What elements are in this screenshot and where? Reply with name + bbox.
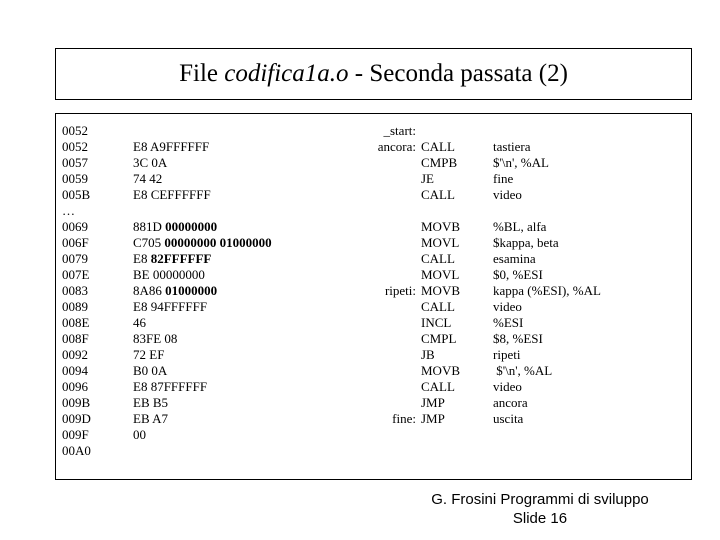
machine-code-normal-part: E8 94FFFFFF: [133, 299, 208, 314]
address-cell: 0059: [62, 171, 88, 186]
operand-cell: $'\n', %AL: [493, 155, 549, 170]
address-cell: 0089: [62, 299, 88, 314]
operand-cell: kappa (%ESI), %AL: [493, 283, 601, 298]
opcode-cell: JE: [421, 171, 434, 186]
machine-code-bold-part: 01000000: [165, 283, 218, 298]
title-filename: codifica1a.o: [224, 60, 349, 87]
machine-code-cell: [133, 139, 272, 155]
footer-author-course: G. Frosini Programmi di sviluppo: [431, 491, 649, 508]
address-cell: …: [62, 203, 75, 218]
label-cell: ancora:: [377, 139, 416, 154]
address-cell: 005B: [62, 187, 91, 202]
address-cell: 0052: [62, 123, 88, 138]
machine-code-normal-part: 3C 0A: [133, 155, 168, 170]
machine-code-cell: [133, 283, 272, 299]
label-cell: [326, 331, 416, 347]
label-cell: [326, 235, 416, 251]
address-cell: 0052: [62, 139, 88, 154]
opcode-cell: [421, 427, 460, 443]
operand-column: [493, 123, 601, 459]
machine-code-normal-part: E8: [133, 251, 151, 266]
machine-code-normal-part: 74 42: [133, 171, 163, 186]
label-cell: [326, 315, 416, 331]
operand-cell: tastiera: [493, 139, 531, 154]
label-cell: [326, 155, 416, 171]
machine-code-cell: [133, 235, 272, 251]
label-cell: [326, 363, 416, 379]
label-cell: [326, 443, 416, 459]
opcode-cell: [421, 443, 460, 459]
address-cell: 0069: [62, 219, 88, 234]
operand-cell: ripeti: [493, 347, 521, 362]
opcode-cell: CALL: [421, 299, 455, 314]
operand-cell: video: [493, 299, 522, 314]
operand-cell: [493, 203, 601, 219]
operand-cell: %BL, alfa: [493, 219, 547, 234]
operand-cell: uscita: [493, 411, 524, 426]
opcode-cell: MOVB: [421, 219, 461, 234]
address-cell: 009F: [62, 427, 89, 442]
opcode-cell: CMPL: [421, 331, 457, 346]
opcode-cell: JMP: [421, 395, 445, 410]
opcode-cell: MOVB: [421, 283, 461, 298]
operand-cell: fine: [493, 171, 514, 186]
opcode-cell: [421, 123, 460, 139]
machine-code-normal-part: 83FE 08: [133, 331, 178, 346]
address-cell: 007E: [62, 267, 90, 282]
opcode-cell: CALL: [421, 187, 455, 202]
address-column: [62, 123, 91, 459]
title-box: [55, 48, 692, 100]
operand-cell: esamina: [493, 251, 536, 266]
machine-code-cell: [133, 379, 272, 395]
machine-code-cell: [133, 123, 272, 139]
machine-code-normal-part: E8 CEFFFFFF: [133, 187, 211, 202]
machine-code-cell: [133, 171, 272, 187]
opcode-cell: MOVB: [421, 363, 461, 378]
opcode-cell: CALL: [421, 379, 455, 394]
opcode-cell: INCL: [421, 315, 452, 330]
machine-code-cell: [133, 315, 272, 331]
machine-code-cell: [133, 187, 272, 203]
machine-code-cell: [133, 395, 272, 411]
machine-code-bold-part: 00000000: [165, 219, 218, 234]
machine-code-cell: [133, 155, 272, 171]
machine-code-cell: [133, 363, 272, 379]
machine-code-cell: [133, 299, 272, 315]
address-cell: 0083: [62, 283, 88, 298]
operand-cell: $0, %ESI: [493, 267, 543, 282]
machine-code-cell: [133, 203, 272, 219]
machine-code-normal-part: EB A7: [133, 411, 169, 426]
operand-cell: $8, %ESI: [493, 331, 543, 346]
address-cell: 008E: [62, 315, 90, 330]
address-cell: 0079: [62, 251, 88, 266]
machine-code-cell: [133, 219, 272, 235]
opcode-column: [421, 123, 460, 459]
machine-code-normal-part: E8 A9FFFFFF: [133, 139, 210, 154]
footer: [380, 490, 700, 528]
opcode-cell: JB: [421, 347, 435, 362]
operand-cell: video: [493, 187, 522, 202]
address-cell: 00A0: [62, 443, 91, 458]
label-cell: [326, 251, 416, 267]
machine-code-normal-part: 8A86: [133, 283, 166, 298]
opcode-cell: CMPB: [421, 155, 458, 170]
label-cell: [326, 203, 416, 219]
label-cell: [326, 379, 416, 395]
machine-code-cell: [133, 251, 272, 267]
address-cell: 006F: [62, 235, 89, 250]
title-prefix: File: [179, 60, 225, 87]
label-cell: [326, 299, 416, 315]
address-cell: 008F: [62, 331, 89, 346]
label-cell: ripeti:: [384, 283, 416, 298]
label-column: [326, 123, 416, 459]
operand-cell: $'\n', %AL: [493, 363, 553, 378]
opcode-cell: CALL: [421, 251, 455, 266]
machine-code-normal-part: 00: [133, 427, 146, 442]
machine-code-cell: [133, 411, 272, 427]
machine-code-cell: [133, 427, 272, 443]
address-cell: 009D: [62, 411, 91, 426]
operand-cell: $kappa, beta: [493, 235, 559, 250]
opcode-cell: MOVL: [421, 235, 460, 250]
machine-code-column: [133, 123, 272, 443]
label-cell: [326, 267, 416, 283]
address-cell: 0092: [62, 347, 88, 362]
label-cell: [326, 347, 416, 363]
operand-cell: video: [493, 379, 522, 394]
label-cell: _start:: [383, 123, 416, 138]
label-cell: fine:: [392, 411, 416, 426]
machine-code-cell: [133, 267, 272, 283]
machine-code-normal-part: E8 87FFFFFF: [133, 379, 208, 394]
machine-code-cell: [133, 331, 272, 347]
machine-code-cell: [133, 347, 272, 363]
opcode-cell: JMP: [421, 411, 445, 426]
machine-code-normal-part: B0 0A: [133, 363, 168, 378]
address-cell: 0094: [62, 363, 88, 378]
address-cell: 0096: [62, 379, 88, 394]
machine-code-normal-part: 72 EF: [133, 347, 165, 362]
machine-code-normal-part: 46: [133, 315, 146, 330]
machine-code-normal-part: 881D: [133, 219, 166, 234]
machine-code-bold-part: 00000000 01000000: [164, 235, 272, 250]
footer-slide-number: Slide 16: [512, 510, 568, 527]
machine-code-normal-part: BE 00000000: [133, 267, 205, 282]
label-cell: [326, 219, 416, 235]
machine-code-normal-part: C705: [133, 235, 165, 250]
label-cell: [326, 187, 416, 203]
operand-cell: ancora: [493, 395, 528, 410]
operand-cell: %ESI: [493, 315, 524, 330]
operand-cell: [493, 123, 601, 139]
opcode-cell: MOVL: [421, 267, 460, 282]
operand-cell: [493, 427, 601, 443]
machine-code-bold-part: 82FFFFFF: [150, 251, 212, 266]
opcode-cell: CALL: [421, 139, 455, 154]
title-suffix: - Seconda passata (2): [348, 60, 568, 87]
address-cell: 009B: [62, 395, 91, 410]
operand-cell: [493, 443, 601, 459]
label-cell: [326, 427, 416, 443]
slide-title: [179, 60, 568, 88]
label-cell: [326, 171, 416, 187]
address-cell: 0057: [62, 155, 88, 170]
assembly-listing: [55, 113, 692, 480]
opcode-cell: [421, 203, 460, 219]
label-cell: [326, 395, 416, 411]
machine-code-normal-part: EB B5: [133, 395, 169, 410]
